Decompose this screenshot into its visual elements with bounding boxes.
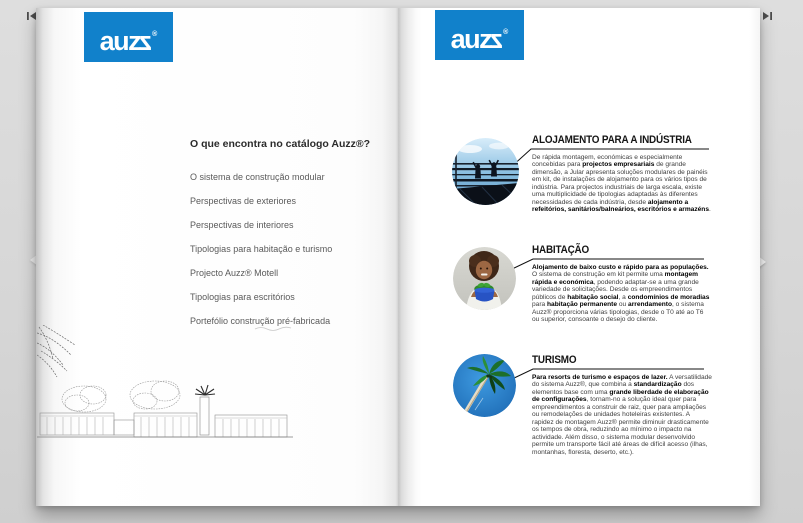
left-page xyxy=(36,8,398,506)
last-page-icon[interactable] xyxy=(761,11,773,21)
auzz-logo: auzz® xyxy=(435,10,524,60)
toc-item: Projecto Auzz® Motell xyxy=(190,268,279,278)
toc-item: Perspectivas de interiores xyxy=(190,220,294,230)
section-body-turismo: Para resorts de turismo e espaços de lazer. A versatilidade do sistema Auzz®, que combina a standardização dos elementos base com uma grande liberdade de elaboração de configurações, tornam-no a solução ideal quer para empreendimentos a construir de raiz, quer para ampliações ou remodelações de unidades hoteleiras existentes. A rapidez de montagem Auzz® permite diminuir drasticamente os tempos de obra, reduzindo ao mínimo o impacto na actividade. Além disso, o sistema modular desenvolvido permite um transporte fácil até áreas de difícil acesso (ilhas, montanhas, floresta, deserto, etc.). xyxy=(532,374,712,456)
auzz-logo: auzz® xyxy=(84,12,173,62)
section-body-habitacao: Alojamento de baixo custo e rápido para as populações. O sistema de construção em kit permite uma montagem rápida e económica, podendo adaptar-se a uma grande variedade de solicitações. Desde os empreendimentos públicos de habitação social, a condomínios de moradias para habitação permanente ou arrendamento, o sistema Auzz® proporciona várias tipologias, desde o T0 até ao T6 ou superior, consoante o desejo do cliente. xyxy=(532,264,710,324)
spine-gutter xyxy=(382,8,416,506)
woman-holding-plant-photo xyxy=(453,247,516,310)
toc-item: O sistema de construção modular xyxy=(190,172,325,182)
right-page xyxy=(398,8,760,506)
construction-workers-silhouette-photo xyxy=(452,138,519,205)
toc-item: Tipologias para habitação e turismo xyxy=(190,244,333,254)
toc-item: Portefólio construção pré-fabricada xyxy=(190,316,331,326)
toc-title: O que encontra no catálogo Auzz®? xyxy=(190,138,371,150)
catalog-spread xyxy=(36,8,760,506)
palm-tree-sky-photo xyxy=(453,354,516,417)
modular-buildings-line-drawing xyxy=(37,325,295,440)
section-body-industria: De rápida montagem, económicas e especialmente concebidas para projectos empresariais de grande dimensão, a Jular apresenta soluções modulares de painéis em kit, de instalações de alojamento para os vários tipos de indústria. Para projectos industriais de larga escala, existe uma multiplicidade de tipologias adaptadas às diferentes necessidades de cada indústria, desde alojamento a refeitórios, sanitários/balneários, escritórios e armazéns. xyxy=(532,154,711,214)
toc-list xyxy=(190,172,332,340)
section-heading-turismo: TURISMO xyxy=(532,354,577,366)
toc-item: Tipologias para escritórios xyxy=(190,292,295,302)
toc-item: Perspectivas de exteriores xyxy=(190,196,297,206)
section-heading-habitacao: HABITAÇÃO xyxy=(532,244,590,256)
section-heading-industria: ALOJAMENTO PARA A INDÚSTRIA xyxy=(532,134,692,146)
